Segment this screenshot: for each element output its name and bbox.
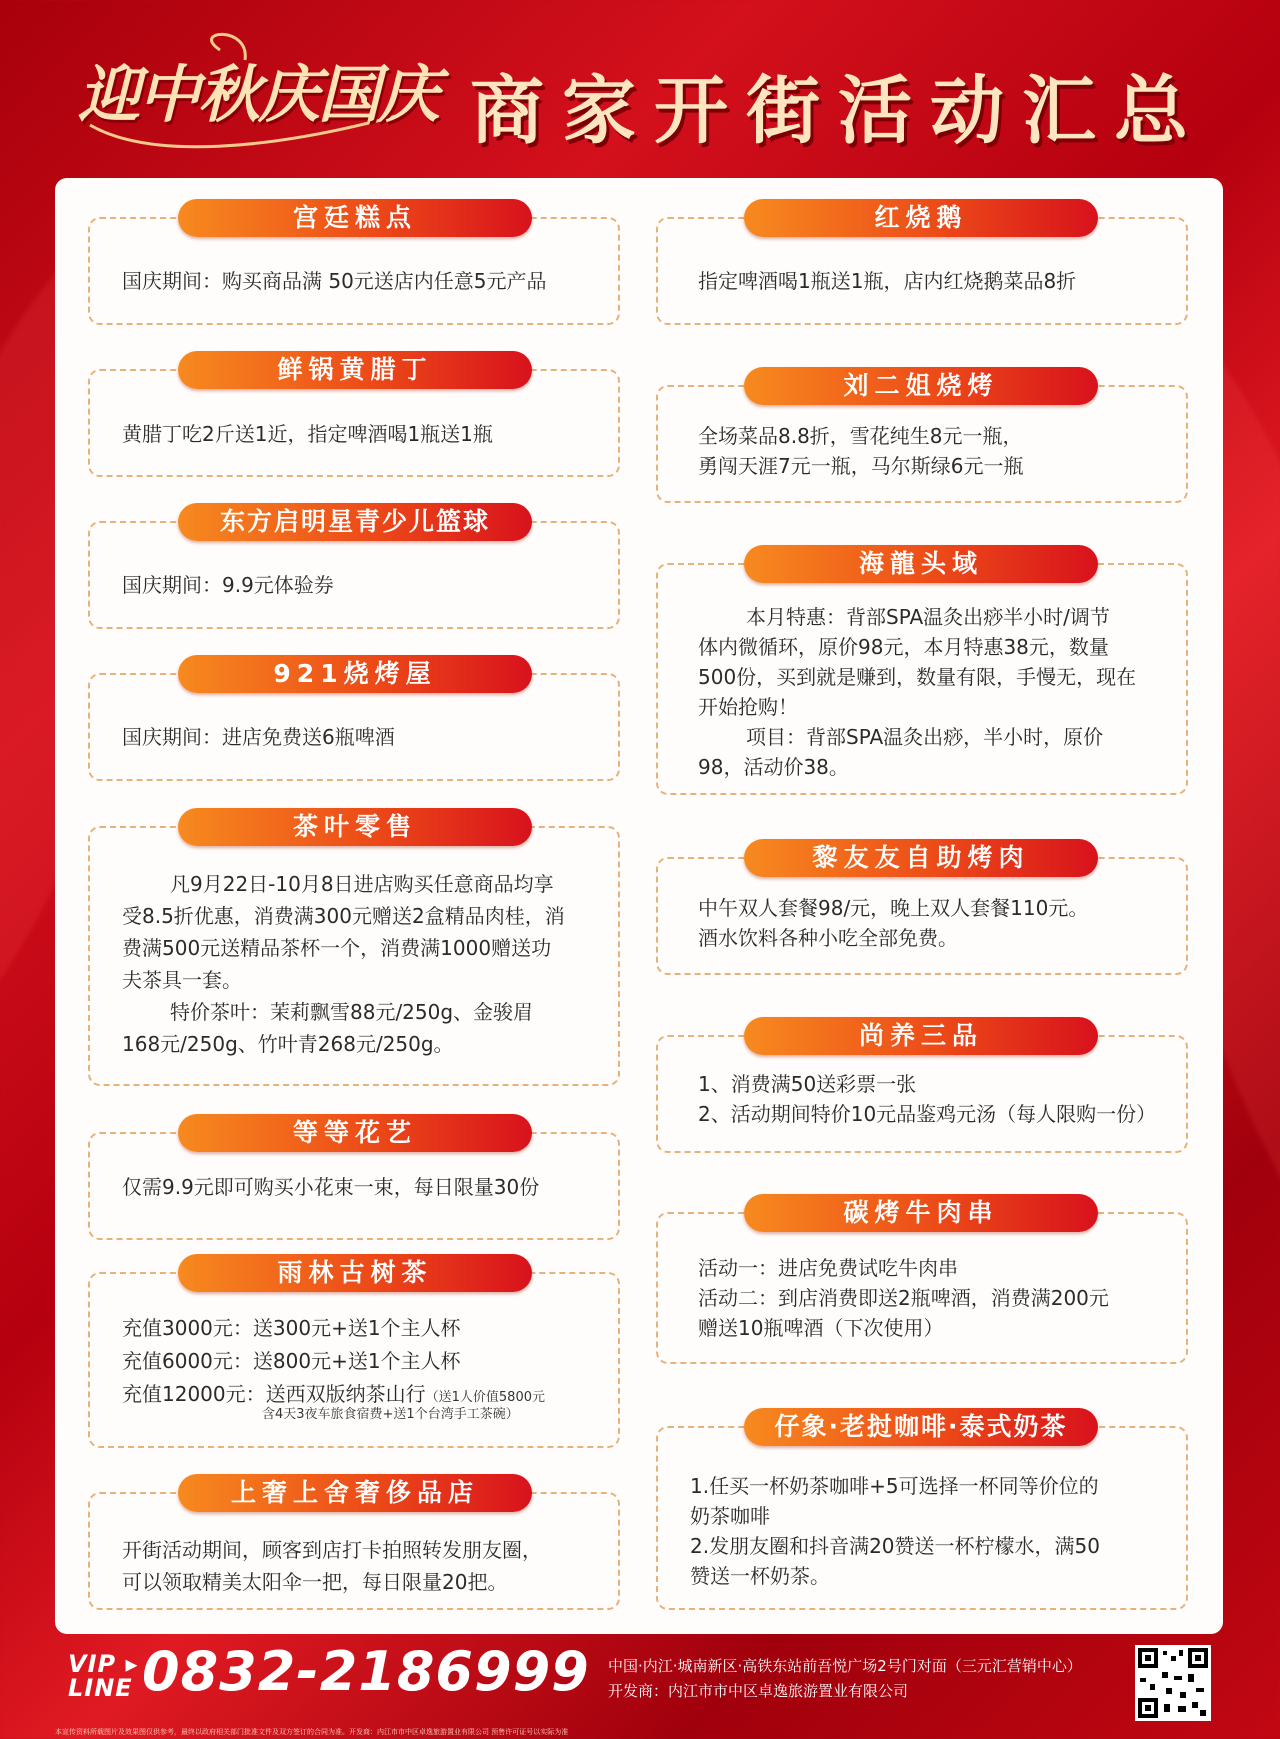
- merchant-text: 活动一：进店免费试吃牛肉串 活动二：到店消费即送2瓶啤酒，消费满200元 赠送10瓶啤酒（下次使用）: [698, 1256, 1109, 1340]
- vip-line-label: VIP ▸ LINE: [68, 1650, 139, 1702]
- merchant-title: 鲜锅黄腊丁: [178, 351, 532, 389]
- merchant-text: 国庆期间：9.9元体验券: [122, 573, 334, 597]
- developer-text: 开发商：内江市市中区卓逸旅游置业有限公司: [608, 1682, 909, 1700]
- merchant-text: 凡9月22日-10月8日进店购买任意商品均享 受8.5折优惠，消费满300元赠送2盒精品肉桂，消 费满500元送精品茶杯一个，消费满1000赠送功 夫茶具一套。 特价茶叶：茉莉飘雪88元/250g、金骏眉 168元/250g、竹叶青268元/250g。: [122, 872, 565, 1056]
- merchant-text: 国庆期间：进店免费送6瓶啤酒: [122, 725, 395, 749]
- merchant-title: 等等花艺: [178, 1114, 532, 1152]
- merchant-text: 全场菜品8.8折，雪花纯生8元一瓶， 勇闯天涯7元一瓶，马尔斯绿6元一瓶: [698, 424, 1024, 478]
- merchant-title: 上奢上舍奢侈品店: [178, 1474, 532, 1512]
- merchant-title: 海龍头域: [744, 545, 1098, 583]
- merchant-title: 921烧烤屋: [178, 655, 532, 693]
- merchant-title: 尚养三品: [744, 1017, 1098, 1055]
- merchant-title: 茶叶零售: [178, 808, 532, 846]
- merchant-title: 宫廷糕点: [178, 199, 532, 237]
- merchant-title: 仔象·老挝咖啡·泰式奶茶: [744, 1408, 1098, 1446]
- header: [0, 0, 1280, 175]
- merchant-text: 本月特惠：背部SPA温灸出痧半小时/调节 体内微循环，原价98元，本月特惠38元，数量 500份，买到就是赚到，数量有限，手慢无，现在 开始抢购！ 项目：背部SPA温灸出痧，半小时，原价 98，活动价38。: [698, 605, 1137, 779]
- qr-code-icon[interactable]: [1135, 1645, 1211, 1721]
- merchant-text: 中午双人套餐98/元，晚上双人套餐110元。 酒水饮料各种小吃全部免费。: [698, 896, 1089, 950]
- merchant-text: 国庆期间：购买商品满 50元送店内任意5元产品: [122, 269, 547, 293]
- merchant-text: 1、消费满50送彩票一张 2、活动期间特价10元品鉴鸡元汤（每人限购一份）: [698, 1072, 1157, 1126]
- page-title: 商家开街活动汇总: [470, 68, 1206, 154]
- merchant-text: 1.任买一杯奶茶咖啡+5可选择一杯同等价位的 奶茶咖啡 2.发朋友圈和抖音满20赞送一杯柠檬水，满50 赞送一杯奶茶。: [690, 1474, 1100, 1588]
- merchant-note: 含4天3夜车旅食宿费+送1个台湾手工茶碗）: [262, 1407, 519, 1422]
- footer-address: [608, 1654, 1082, 1704]
- address-text: 中国·内江·城南新区·高铁东站前吾悦广场2号门对面（三元汇营销中心）: [608, 1657, 1082, 1675]
- merchant-title: 东方启明星青少儿篮球: [178, 503, 532, 541]
- merchant-title: 碳烤牛肉串: [744, 1194, 1098, 1232]
- merchant-text: 充值3000元：送300元+送1个主人杯 充值6000元：送800元+送1个主人杯 充值12000元：送西双版纳茶山行（送1人价值5800元: [122, 1316, 545, 1406]
- merchant-title: 雨林古树茶: [178, 1254, 532, 1292]
- merchant-title: 红烧鹅: [744, 199, 1098, 237]
- hotline-phone[interactable]: 0832-2186999: [142, 1640, 590, 1703]
- fine-print: 本宣传资料所载图片及效果图仅供参考，最终以政府相关部门批准文件及双方签订的合同为准。开发商：内江市市中区卓逸旅游置业有限公司 预售许可证号以实际为准: [55, 1728, 569, 1736]
- merchant-text: 仅需9.9元即可购买小花束一束，每日限量30份: [122, 1175, 540, 1199]
- merchant-text: 黄腊丁吃2斤送1近，指定啤酒喝1瓶送1瓶: [122, 422, 493, 446]
- merchant-title: 黎友友自助烤肉: [744, 839, 1098, 877]
- merchant-text: 指定啤酒喝1瓶送1瓶，店内红烧鹅菜品8折: [698, 269, 1077, 293]
- merchant-title: 刘二姐烧烤: [744, 367, 1098, 405]
- merchant-text: 开街活动期间，顾客到店打卡拍照转发朋友圈， 可以领取精美太阳伞一把，每日限量20把。: [122, 1538, 542, 1594]
- event-logo: 迎中秋庆国庆: [78, 58, 439, 131]
